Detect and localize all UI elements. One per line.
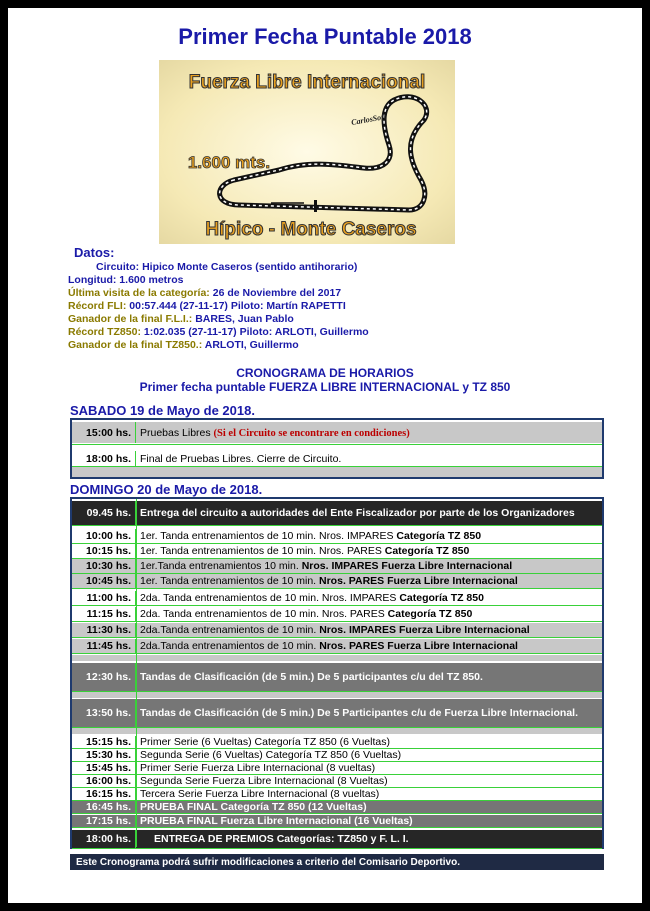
row-desc: 1er.Tanda entrenamientos 10 min. [140, 560, 302, 572]
row-time: 12:30 hs. [72, 663, 136, 691]
table-row [72, 663, 602, 691]
row-divider [72, 727, 602, 728]
table-row [72, 815, 602, 827]
datos-ganador-fli-value: BARES, Juan Pablo [192, 313, 294, 325]
row-desc-bold: Categoría TZ 850 [384, 545, 470, 557]
table-row-spacer [72, 727, 602, 734]
row-desc: Final de Pruebas Libres. Cierre de Circuito. [140, 452, 342, 465]
datos-ganador-tz-value: ARLOTI, Guillermo [202, 339, 299, 351]
table-row [72, 830, 602, 848]
row-time: 10:00 hs. [72, 529, 136, 543]
table-row [72, 501, 602, 525]
row-desc: Tandas de Clasificación (de 5 min.) De 5 participantes c/u del TZ 850. [140, 671, 483, 683]
table-row [72, 736, 602, 748]
crono-subtitle: Primer fecha puntable FUERZA LIBRE INTERNACIONAL y TZ 850 [139, 380, 511, 394]
row-desc: 1er. Tanda entrenamientos de 10 min. [140, 575, 320, 587]
sabado-table [70, 418, 604, 479]
table-row [72, 762, 602, 774]
row-desc-bold: Nros. IMPARES Fuerza Libre Internacional [319, 624, 530, 636]
row-time: 16:15 hs. [72, 788, 136, 800]
page-title: Primer Fecha Puntable 2018 [178, 24, 472, 49]
crono-heading [8, 366, 642, 394]
table-row [72, 801, 602, 813]
crono-title: CRONOGRAMA DE HORARIOS [236, 366, 414, 380]
domingo-table [70, 497, 604, 849]
row-time: 11:45 hs. [72, 639, 136, 653]
row-divider [72, 588, 602, 589]
row-time: 11:15 hs. [72, 607, 136, 621]
row-desc: 1er. Tanda entrenamientos de 10 min. Nros. IMPARES [140, 530, 397, 542]
datos-ganador-tz-label: Ganador de la final TZ850.: [68, 339, 203, 351]
row-desc: 1er. Tanda entrenamientos de 10 min. Nros. PARES [140, 545, 385, 557]
page [8, 8, 642, 903]
table-row [72, 422, 602, 443]
datos-header: Datos: [74, 245, 115, 260]
table-row [72, 591, 602, 605]
row-divider [72, 637, 602, 638]
table-row [72, 574, 602, 588]
table-row [72, 559, 602, 573]
logo-length-text: 1.600 mts. [187, 153, 271, 172]
row-time: 16:45 hs. [72, 801, 136, 813]
row-desc-bold: Categoría TZ 850 [387, 608, 473, 620]
row-desc-bold: Nros. PARES Fuerza Libre Internacional [319, 640, 518, 652]
row-time: 10:30 hs. [72, 559, 136, 573]
datos-longitud: Longitud: 1.600 metros [68, 274, 184, 286]
datos-record-tz-value: 1:02.035 (27-11-17) Piloto: ARLOTI, Guillermo [140, 326, 369, 338]
table-row-spacer [72, 691, 602, 698]
row-desc: Tercera Serie Fuerza Libre Internacional (8 vueltas) [140, 788, 380, 800]
table-row [72, 775, 602, 787]
row-desc-bold: Nros. PARES Fuerza Libre Internacional [319, 575, 518, 587]
table-row [72, 749, 602, 761]
row-desc: ENTREGA DE PREMIOS Categorías: TZ850 y F. L. I. [154, 833, 409, 845]
row-desc: Segunda Serie Fuerza Libre Internacional (8 Vueltas) [140, 775, 388, 787]
column-divider [136, 499, 137, 847]
row-desc: PRUEBA FINAL Fuerza Libre Internacional [140, 815, 355, 827]
row-time: 17:15 hs. [72, 815, 136, 827]
datos-ultima-label: Última visita de la categoría: [68, 287, 210, 299]
datos-record-fli-label: Récord FLI: [68, 300, 127, 312]
row-desc-bold: Categoría TZ 850 [399, 592, 484, 604]
row-time: 11:30 hs. [72, 623, 136, 637]
row-desc-bold: Nros. IMPARES Fuerza Libre Internacional [301, 560, 513, 572]
row-divider [72, 525, 602, 526]
footer-note: Este Cronograma podrá sufrir modificaciones a criterio del Comisario Deportivo. [70, 854, 604, 870]
table-row [72, 623, 602, 637]
row-divider [72, 827, 602, 828]
row-desc: 2da.Tanda entrenamientos de 10 min. [140, 624, 320, 636]
table-row [72, 639, 602, 653]
row-desc: 2da.Tanda entrenamientos de 10 min. [140, 640, 320, 652]
datos-record-tz-label: Récord TZ850: [68, 326, 141, 338]
logo-top-text: Fuerza Libre Internacional [188, 72, 426, 93]
table-row [72, 451, 602, 466]
datos-record-fli-value: 00:57.444 (27-11-17) Piloto: Martín RAPETTI [126, 300, 346, 312]
domingo-day: DOMINGO 20 de Mayo de 2018. [70, 482, 263, 497]
row-time: 13:50 hs. [72, 699, 136, 727]
table-row [72, 544, 602, 558]
table-row [72, 788, 602, 800]
row-divider [72, 691, 602, 692]
row-desc-bold: Categoría TZ 850 [396, 530, 482, 542]
row-desc: 2da. Tanda entrenamientos de 10 min. Nros. IMPARES [140, 592, 400, 604]
row-desc: Segunda Serie (6 Vueltas) Categoría TZ 850 (6 Vueltas) [140, 749, 402, 761]
datos-section [68, 246, 369, 352]
row-divider [72, 848, 602, 849]
table-row-spacer [72, 655, 602, 661]
row-divider [72, 653, 602, 654]
table-row-spacer [72, 467, 602, 477]
row-divider [72, 605, 602, 606]
row-divider [72, 813, 602, 814]
row-time: 18:00 hs. [72, 830, 136, 848]
sabado-day: SABADO 19 de Mayo de 2018. [70, 403, 255, 418]
row-desc: Pruebas Libres [140, 426, 214, 439]
table-row [72, 607, 602, 621]
row-time: 18:00 hs. [72, 451, 136, 466]
row-desc-bold: (12 Vueltas) [308, 801, 367, 813]
row-desc: Primer Serie Fuerza Libre Internacional (8 vueltas) [140, 762, 376, 774]
table-row [72, 529, 602, 543]
datos-ganador-fli-label: Ganador de la final F.L.I.: [68, 313, 193, 325]
row-divider [72, 621, 602, 622]
row-desc: Primer Serie (6 Vueltas) Categoría TZ 850 (6 Vueltas) [140, 736, 390, 748]
table-row [72, 699, 602, 727]
row-time: 16:00 hs. [72, 775, 136, 787]
row-time: 15:15 hs. [72, 736, 136, 748]
row-desc-bold: (16 Vueltas) [354, 815, 413, 827]
logo-bottom-text: Hípico - Monte Caseros [205, 219, 417, 240]
datos-circuito: Circuito: Hipico Monte Caseros (sentido antihorario) [96, 261, 358, 273]
row-desc: 2da. Tanda entrenamientos de 10 min. Nros. PARES [140, 608, 388, 620]
row-desc: Tandas de Clasificación (de 5 min.) De 5 Participantes c/u de Fuerza Libre Internacional. [140, 707, 579, 719]
row-time: 10:45 hs. [72, 574, 136, 588]
row-desc: PRUEBA FINAL Categoría TZ 850 [140, 801, 309, 813]
row-time: 10:15 hs. [72, 544, 136, 558]
datos-ultima-value: 26 de Noviembre del 2017 [209, 287, 342, 299]
row-time: 15:00 hs. [72, 422, 136, 443]
row-time: 15:30 hs. [72, 749, 136, 761]
row-time: 15:45 hs. [72, 762, 136, 774]
row-time: 09.45 hs. [72, 501, 136, 525]
row-time: 11:00 hs. [72, 591, 136, 605]
row-note: (Si el Circuito se encontrare en condiciones) [213, 427, 410, 439]
row-desc: Entrega del circuito a autoridades del Ente Fiscalizador por parte de los Organizadores [140, 507, 575, 519]
logo-signature: CarlosSoft [350, 112, 387, 128]
circuit-logo [159, 60, 455, 244]
